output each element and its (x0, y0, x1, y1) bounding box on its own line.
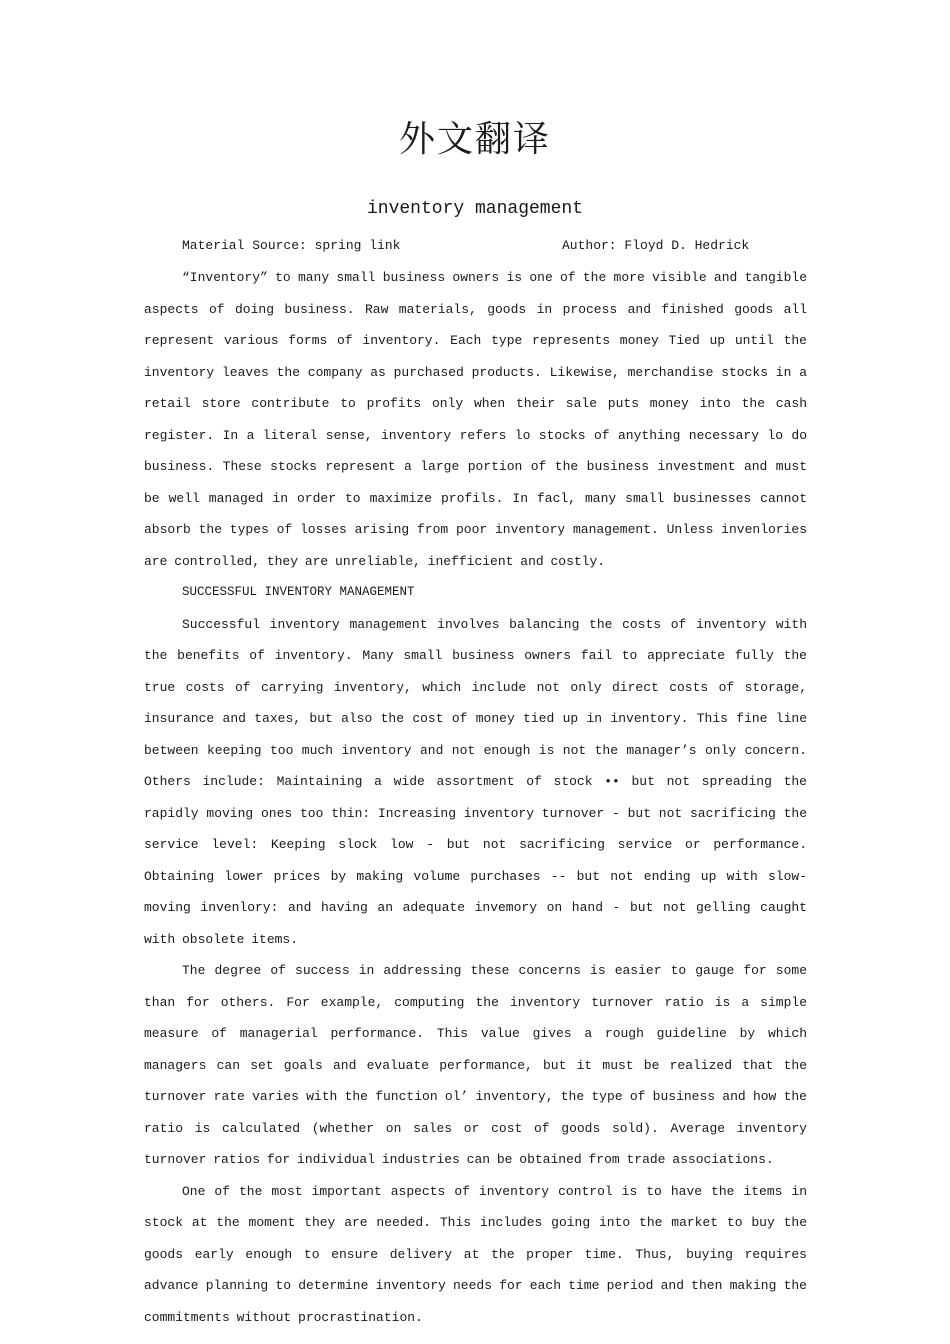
material-source: Material Source: spring link (182, 238, 401, 253)
paragraph-inventory-control: One of the most important aspects of inventory control is to have the items in stock at the moment they are needed. This includes going into the market to buy the goods early enough to ensure delivery at the proper time. Thus, buying requires advance planning to determine inventory needs for each time period and then making the commitments without procrastination. (144, 1183, 807, 1325)
paragraph-successful-management: Successful inventory management involves balancing the costs of inventory with the benefits of inventory. Many small business owners fail to appreciate fully the true costs of carrying inventory, which include not only direct costs of storage, insurance and taxes, but also the cost of money tied up in inventory. This fine line between keeping too much inventory and not enough is not the manager’s only concern. Others include: Maintaining a wide assortment of stock •• but not spreading the rapidly moving ones too thin: Increasing inventory turnover - but not sacrificing the service level: Keeping slock low - but not sacrificing service or performance. Obtaining lower prices by making volume purchases -- but not ending up with slow-moving invenlory: and having an adequate invemory on hand - but not gelling caught with obsolete items. (144, 616, 807, 947)
document-title: 外文翻译 (398, 119, 551, 160)
section-heading: SUCCESSFUL INVENTORY MANAGEMENT (182, 585, 415, 599)
document-body (144, 262, 807, 1333)
document-subtitle: inventory management (366, 199, 584, 219)
author-line: Author: Floyd D. Hedrick (562, 238, 750, 253)
paragraph-degree-of-success: The degree of success in addressing these concerns is easier to gauge for some than for others. For example, computing the inventory turnover ratio is a simple measure of managerial performance. This value gives a rough guideline by which managers can set goals and evaluate performance, but it must be realized that the turnover rate varies with the function ol’ inventory, the type of business and how the ratio is calculated (whether on sales or cost of goods sold). Average inventory turnover ratios for individual industries can be obtained from trade associations. (144, 963, 807, 1167)
paragraph-intro: “Inventory” to many small business owners is one of the more visible and tangible aspects of doing business. Raw materials, goods in process and finished goods all represent various forms of inventory. Each type represents money Tied up until the inventory leaves the company as purchased products. Likewise, merchandise stocks in a retail store contribute to profits only when their sale puts money into the cash register. In a literal sense, inventory refers lo stocks of anything necessary lo do business. These stocks represent a large portion of the business investment and must be well managed in order to maximize profils. In facl, many small businesses cannot absorb the types of losses arising from poor inventory management. Unless invenlories are controlled, they are unreliable, inefficient and costly. (144, 270, 807, 569)
